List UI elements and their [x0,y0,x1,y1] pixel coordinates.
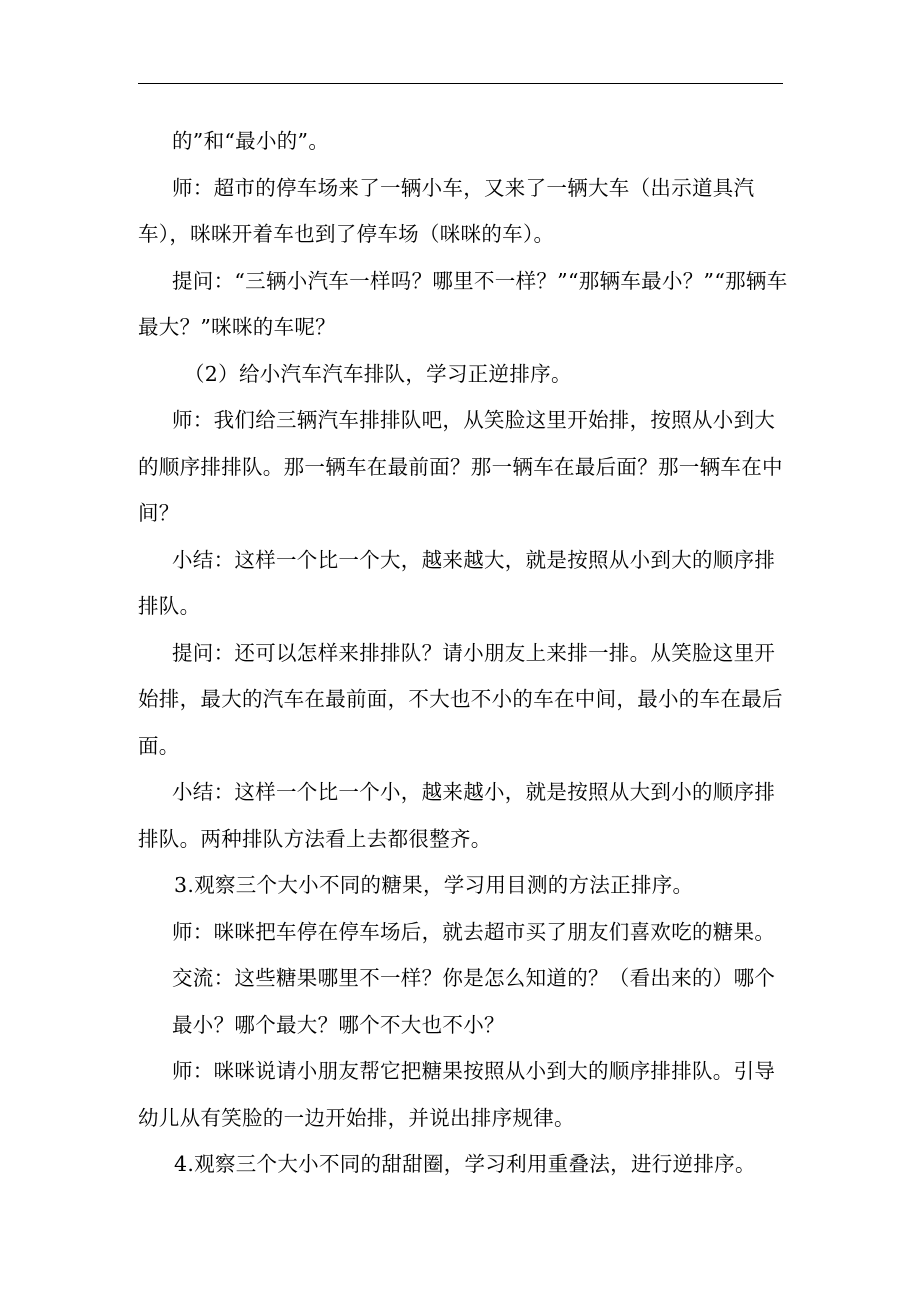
paragraph: （2）给小汽车汽车排队，学习正逆排序。 [184,361,572,386]
header-rule [138,83,783,84]
paragraph: 师：咪咪把车停在停车场后，就去超市买了朋友们喜欢吃的糖果。 [172,919,776,944]
document-body [138,118,790,1188]
paragraph: 交流：这些糖果哪里不一样？你是怎么知道的？（看出来的）哪个最小？哪个最大？哪个不大也不小？ [172,966,776,1037]
paragraph: 提问：还可以怎样来排排队？请小朋友上来排一排。从笑脸这里开始排，最大的汽车在最前面，不大也不小的车在中间，最小的车在最后面。 [138,640,783,758]
paragraph: 小结：这样一个比一个小，越来越小，就是按照从大到小的顺序排排队。两种排队方法看上去都很整齐。 [138,780,776,851]
paragraph: 提问：“三辆小汽车一样吗？哪里不一样？”“那辆车最小？”“那辆车最大？”咪咪的车呢？ [138,268,788,339]
paragraph: 小结：这样一个比一个大，越来越大，就是按照从小到大的顺序排排队。 [138,547,776,618]
paragraph: 4.观察三个大小不同的甜甜圈，学习利用重叠法，进行逆排序。 [174,1152,756,1176]
paragraph: 师：超市的停车场来了一辆小车，又来了一辆大车（出示道具汽车），咪咪开着车也到了停车场（咪咪的车）。 [138,175,755,246]
paragraph: 师：咪咪说请小朋友帮它把糖果按照从小到大的顺序排排队。引导幼儿从有笑脸的一边开始排，并说出排序规律。 [138,1059,776,1130]
paragraph: 3.观察三个大小不同的糖果，学习用目测的方法正排序。 [174,873,694,897]
paragraph: 的”和“最小的”。 [172,129,330,153]
paragraph: 师：我们给三辆汽车排排队吧，从笑脸这里开始排，按照从小到大的顺序排排队。那一辆车在最前面？那一辆车在最后面？那一辆车在中间？ [138,408,783,525]
